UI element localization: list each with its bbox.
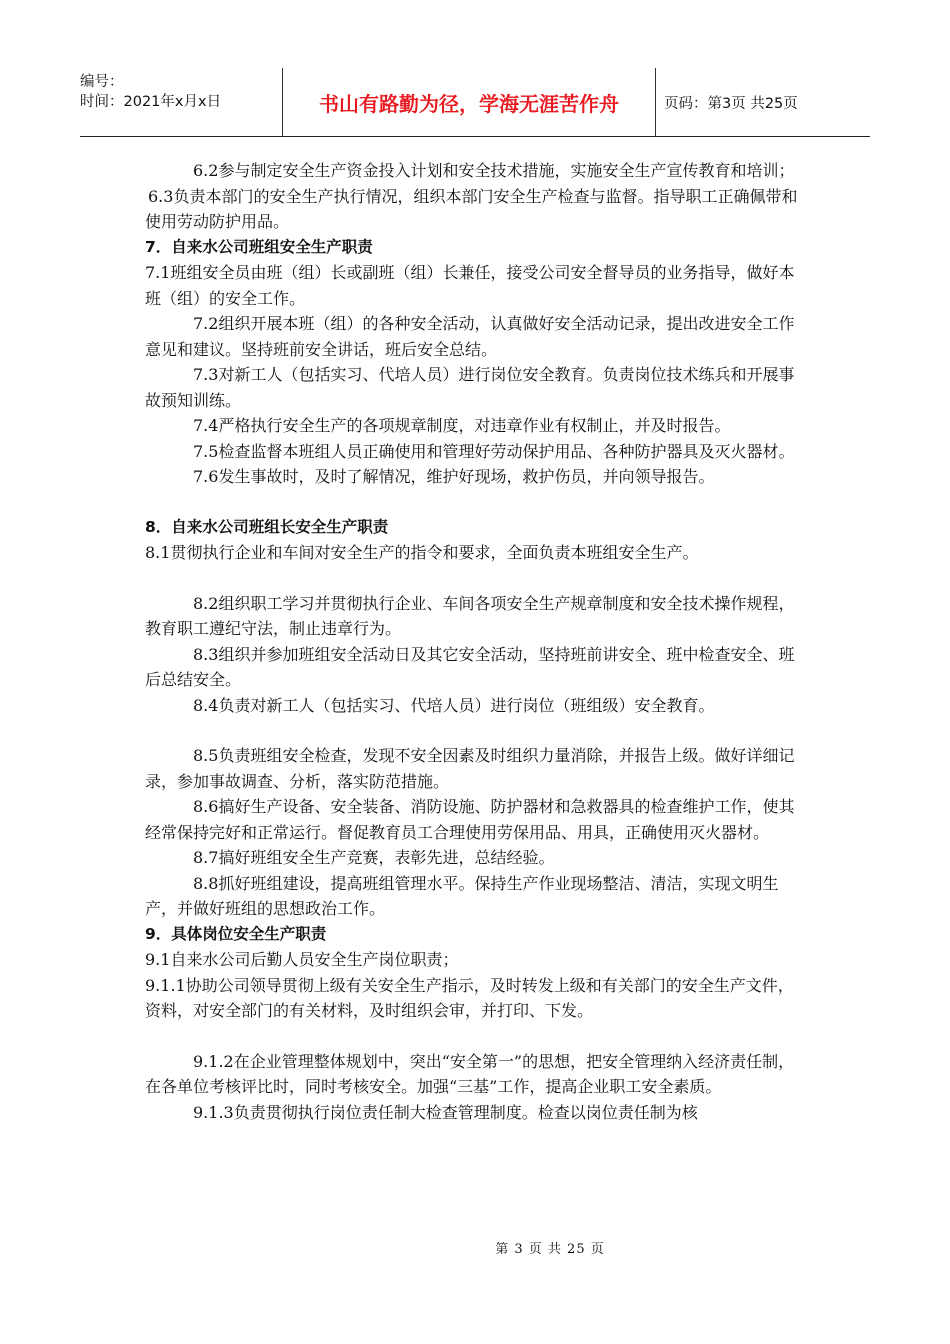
blank-line	[145, 718, 805, 743]
section-heading: 7．自来水公司班组安全生产职责	[145, 237, 373, 256]
body-paragraph: 8.4负责对新工人（包括实习、代培人员）进行岗位（班组级）安全教育。	[193, 695, 715, 715]
section-heading: 8．自来水公司班组长安全生产职责	[145, 517, 389, 536]
body-paragraph: 7.4严格执行安全生产的各项规章制度，对违章作业有权制止，并及时报告。	[193, 416, 731, 435]
header-meta	[80, 68, 282, 136]
body-paragraph: 7.6发生事故时，及时了解情况，维护好现场，救护伤员，并向领导报告。	[193, 467, 715, 486]
body-paragraph: 8.2组织职工学习并贯彻执行企业、车间各项安全生产规章制度和安全技术操作规程，教育职工遵纪守法，制止违章行为。	[145, 593, 795, 638]
body-paragraph: 8.1贯彻执行企业和车间对安全生产的指令和要求，全面负责本班组安全生产。	[145, 543, 699, 562]
body-paragraph: 6.3负责本部门的安全生产执行情况，组织本部门安全生产检查与监督。指导职工正确佩带和使用劳动防护用品。	[145, 186, 798, 231]
body-paragraph: 8.8抓好班组建设，提高班组管理水平。保持生产作业现场整洁、清洁，实现文明生产，并做好班组的思想政治工作。	[145, 873, 779, 918]
page-header	[80, 68, 870, 137]
body-paragraph: 9.1.2在企业管理整体规划中，突出“安全第一”的思想，把安全管理纳入经济责任制，在各单位考核评比时，同时考核安全。加强“三基”工作，提高企业职工安全素质。	[145, 1051, 795, 1096]
body-paragraph: 8.7搞好班组安全生产竞赛，表彰先进，总结经验。	[193, 848, 555, 867]
body-paragraph: 9.1.1协助公司领导贯彻上级有关安全生产指示，及时转发上级和有关部门的安全生产文件，资料，对安全部门的有关材料，及时组织会审，并打印、下发。	[145, 975, 794, 1020]
body-paragraph: 7.1班组安全员由班（组）长或副班（组）长兼任，接受公司安全督导员的业务指导，做好本班（组）的安全工作。	[145, 263, 795, 308]
header-page-info: 页码：第3页 共25页	[664, 95, 798, 112]
body-paragraph: 7.2组织开展本班（组）的各种安全活动，认真做好安全活动记录，提出改进安全工作意见和建议。坚持班前安全讲话，班后安全总结。	[145, 314, 795, 359]
blank-line	[145, 566, 805, 591]
page-footer: 第 3 页 共 25 页	[495, 1242, 605, 1257]
blank-line	[145, 1024, 805, 1049]
body-paragraph: 8.6搞好生产设备、安全装备、消防设施、防护器材和急救器具的检查维护工作，使其经常保持完好和正常运行。督促教育员工合理使用劳保用品、用具，正确使用灭火器材。	[145, 797, 795, 842]
body-paragraph: 7.3对新工人（包括实习、代培人员）进行岗位安全教育。负责岗位技术练兵和开展事故预知训练。	[145, 365, 795, 410]
time-label: 时间：2021年x月x日	[80, 94, 222, 110]
section-heading: 9．具体岗位安全生产职责	[145, 924, 327, 943]
document-body	[145, 158, 805, 1125]
body-paragraph: 8.5负责班组安全检查，发现不安全因素及时组织力量消除，并报告上级。做好详细记录，参加事故调查、分析，落实防范措施。	[145, 746, 795, 791]
body-paragraph: 7.5检查监督本班组人员正确使用和管理好劳动保护用品、各种防护器具及灭火器材。	[193, 441, 795, 461]
body-paragraph: 9.1自来水公司后勤人员安全生产岗位职责；	[145, 950, 459, 969]
blank-line	[145, 490, 805, 515]
body-paragraph: 8.3组织并参加班组安全活动日及其它安全活动，坚持班前讲安全、班中检查安全、班后总结安全。	[145, 644, 795, 689]
body-paragraph: 6.2参与制定安全生产资金投入计划和安全技术措施，实施安全生产宣传教育和培训；	[193, 161, 795, 180]
header-motto: 书山有路勤为径，学海无涯苦作舟	[282, 68, 656, 136]
body-paragraph: 9.1.3负责贯彻执行岗位责任制大检查管理制度。检查以岗位责任制为核	[193, 1102, 698, 1122]
number-label: 编号：	[80, 74, 124, 90]
